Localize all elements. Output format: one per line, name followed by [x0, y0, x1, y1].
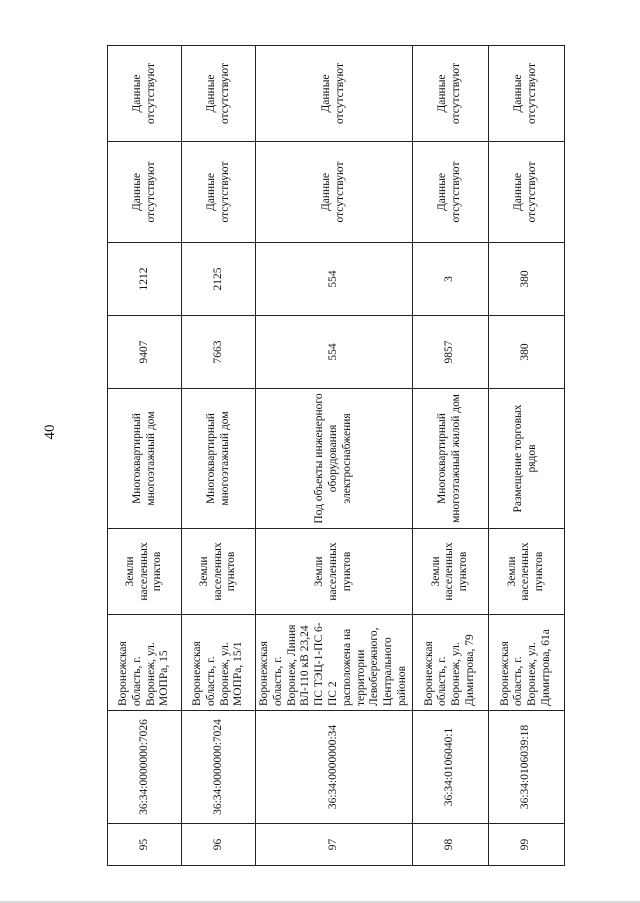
value-cell: 3 — [412, 243, 488, 316]
no-data-cell: Данные отсутствуют — [182, 142, 256, 243]
address-cell: Воронежская область, г. Воронеж, Линия ВЛ-110 кВ 23,24 ПС ТЭЦ-1-ПС 6-ПС 2 расположена на территории Левобережного, Центрального районов — [256, 615, 413, 711]
no-data-cell: Данные отсутствуют — [108, 142, 182, 243]
area-cell: 554 — [256, 316, 413, 389]
no-data-cell: Данные отсутствуют — [412, 46, 488, 142]
area-cell: 7663 — [182, 316, 256, 389]
no-data-cell: Данные отсутствуют — [108, 46, 182, 142]
cadastral-number: 36:34:0000000:34 — [256, 711, 413, 824]
address-cell: Воронежская область, г. Воронеж, ул. МОПРа, 15/1 — [182, 615, 256, 711]
row-number: 97 — [256, 824, 413, 866]
no-data-cell: Данные отсутствуют — [488, 46, 564, 142]
land-category: Земли населенных пунктов — [488, 529, 564, 615]
area-cell: 9857 — [412, 316, 488, 389]
permitted-use: Многоквартирный многоэтажный дом — [182, 389, 256, 529]
table-row — [256, 46, 413, 866]
cadastral-number: 36:34:0106040:1 — [412, 711, 488, 824]
value-cell: 380 — [488, 243, 564, 316]
table-row — [182, 46, 256, 866]
permitted-use: Под объекты инженерного оборудования электроснабжения — [256, 389, 413, 529]
permitted-use: Многоквартирный многоэтажный дом — [108, 389, 182, 529]
page-number: 40 — [41, 424, 58, 440]
value-cell: 2125 — [182, 243, 256, 316]
cadastral-number: 36:34:0000000:7024 — [182, 711, 256, 824]
no-data-cell: Данные отсутствуют — [256, 46, 413, 142]
table-row — [108, 46, 182, 866]
row-number: 95 — [108, 824, 182, 866]
permitted-use: Многоквартирный многоэтажный жилой дом — [412, 389, 488, 529]
land-category: Земли населенных пунктов — [412, 529, 488, 615]
no-data-cell: Данные отсутствуют — [412, 142, 488, 243]
land-category: Земли населенных пунктов — [182, 529, 256, 615]
table-rotated-container — [107, 46, 553, 866]
cadastral-number: 36:34:0000000:7026 — [108, 711, 182, 824]
address-cell: Воронежская область, г. Воронеж, ул. МОПРа, 15 — [108, 615, 182, 711]
land-plots-table — [107, 45, 565, 866]
row-number: 96 — [182, 824, 256, 866]
area-cell: 380 — [488, 316, 564, 389]
area-cell: 9407 — [108, 316, 182, 389]
table-row — [488, 46, 564, 866]
value-cell: 1212 — [108, 243, 182, 316]
address-cell: Воронежская область, г. Воронеж, ул. Димитрова, 61а — [488, 615, 564, 711]
land-category: Земли населенных пунктов — [108, 529, 182, 615]
no-data-cell: Данные отсутствуют — [256, 142, 413, 243]
no-data-cell: Данные отсутствуют — [182, 46, 256, 142]
table-row — [412, 46, 488, 866]
value-cell: 554 — [256, 243, 413, 316]
cadastral-number: 36:34:0106039:18 — [488, 711, 564, 824]
row-number: 99 — [488, 824, 564, 866]
row-number: 98 — [412, 824, 488, 866]
address-cell: Воронежская область, г. Воронеж, ул. Димитрова, 79 — [412, 615, 488, 711]
land-category: Земли населенных пунктов — [256, 529, 413, 615]
permitted-use: Размещение торговых рядов — [488, 389, 564, 529]
no-data-cell: Данные отсутствуют — [488, 142, 564, 243]
